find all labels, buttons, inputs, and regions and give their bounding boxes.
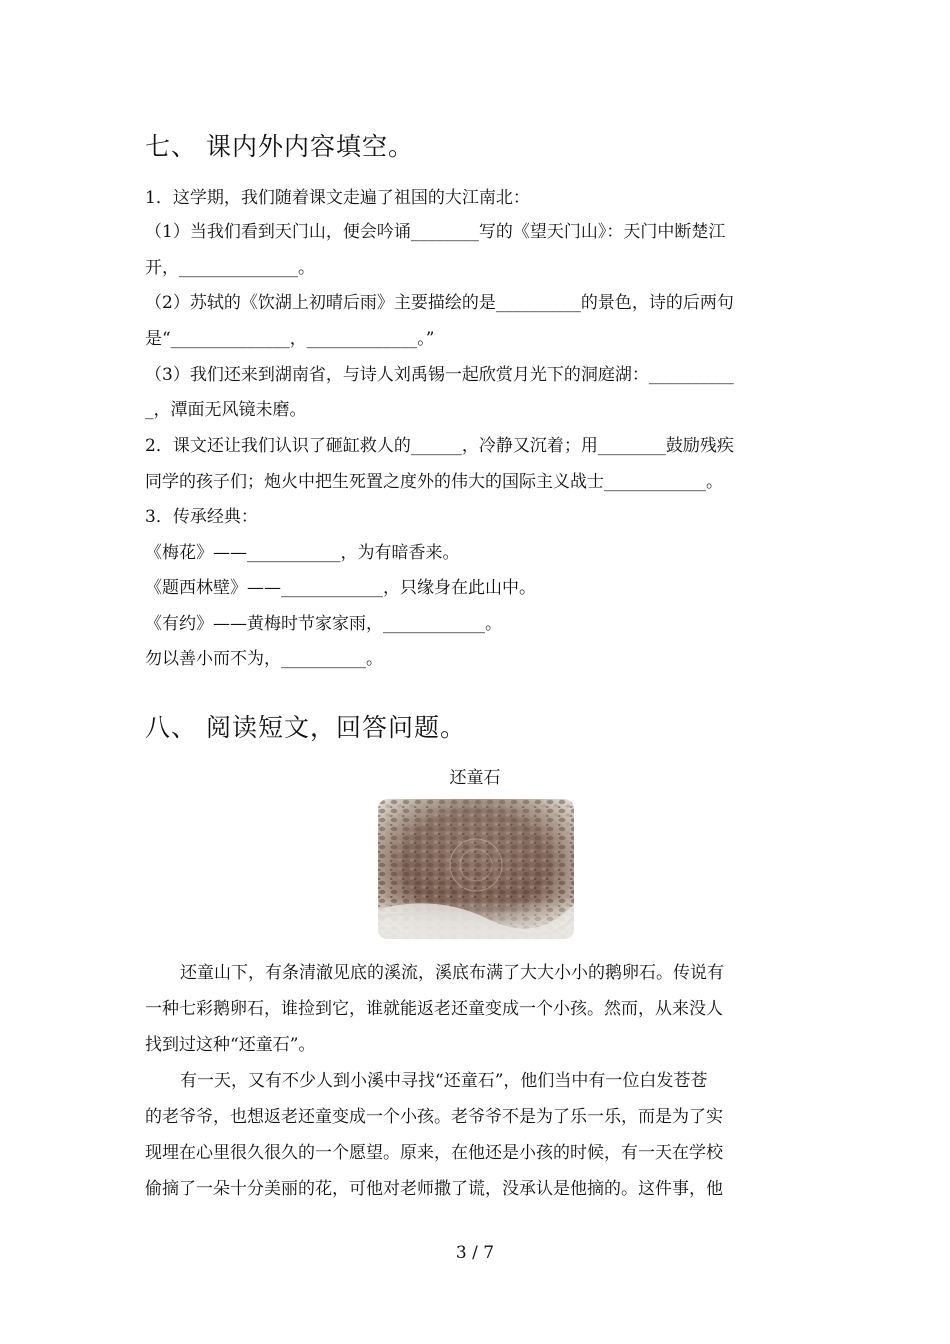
classic-line-proverb: 勿以善小而不为，__________。 (145, 649, 383, 669)
story-paragraph-1-line-2: 一种七彩鹅卵石，谁捡到它，谁就能返老还童变成一个小孩。然而，从来没人 (145, 999, 723, 1019)
classic-line-meihua: 《梅花》——___________，为有暗香来。 (145, 543, 460, 563)
pebble-photo (378, 799, 574, 939)
story-paragraph-2-line-1: 有一天，又有不少人到小溪中寻找“还童石”，他们当中有一位白发苍苍 (180, 1071, 708, 1091)
classic-line-tixilinbi: 《题西林壁》——____________，只缘身在此山中。 (145, 578, 536, 598)
story-paragraph-1-line-3: 找到过这种“还童石”。 (145, 1035, 316, 1055)
question-1-intro: 1．这学期，我们随着课文走遍了祖国的大江南北： (145, 188, 530, 208)
story-title: 还童石 (449, 768, 501, 788)
question-1-2-line-1: （2）苏轼的《饮湖上初晴后雨》主要描绘的是__________的景色，诗的后两句 (145, 293, 734, 313)
question-1-2-line-2: 是“______________，_____________。” (145, 329, 435, 349)
question-1-1-line-1: （1）当我们看到天门山，便会吟诵________写的《望天门山》：天门中断楚江 (145, 222, 726, 242)
question-2-line-1: 2．课文还让我们认识了砸缸救人的______，冷静又沉着；用________鼓励残疾 (145, 436, 734, 456)
pebble-stream-image (378, 799, 574, 939)
question-1-3-line-2: _，潭面无风镜未磨。 (145, 400, 307, 420)
section-8-heading: 八、 阅读短文，回答问题。 (145, 713, 466, 742)
question-1-1-line-2: 开，______________。 (145, 258, 315, 278)
story-paragraph-1-line-1: 还童山下，有条清澈见底的溪流，溪底布满了大大小小的鹅卵石。传说有 (180, 963, 724, 983)
section-7-heading: 七、 课内外内容填空。 (145, 132, 414, 161)
question-2-line-2: 同学的孩子们；炮火中把生死置之度外的伟大的国际主义战士____________。 (145, 472, 723, 492)
story-paragraph-2-line-3: 现埋在心里很久很久的一个愿望。原来，在他还是小孩的时候，有一天在学校 (145, 1143, 723, 1163)
question-3-intro: 3．传承经典： (145, 507, 258, 527)
story-paragraph-2-line-4: 偷摘了一朵十分美丽的花，可他对老师撒了谎，没承认是他摘的。这件事，他 (145, 1179, 723, 1199)
classic-line-youyue: 《有约》——黄梅时节家家雨，____________。 (145, 614, 502, 634)
question-1-3-line-1: （3）我们还来到湖南省，与诗人刘禹锡一起欣赏月光下的洞庭湖：__________ (145, 365, 734, 385)
story-paragraph-2-line-2: 的老爷爷，也想返老还童变成一个小孩。老爷爷不是为了乐一乐，而是为了实 (145, 1107, 723, 1127)
page-number: 3 / 7 (455, 1243, 495, 1263)
